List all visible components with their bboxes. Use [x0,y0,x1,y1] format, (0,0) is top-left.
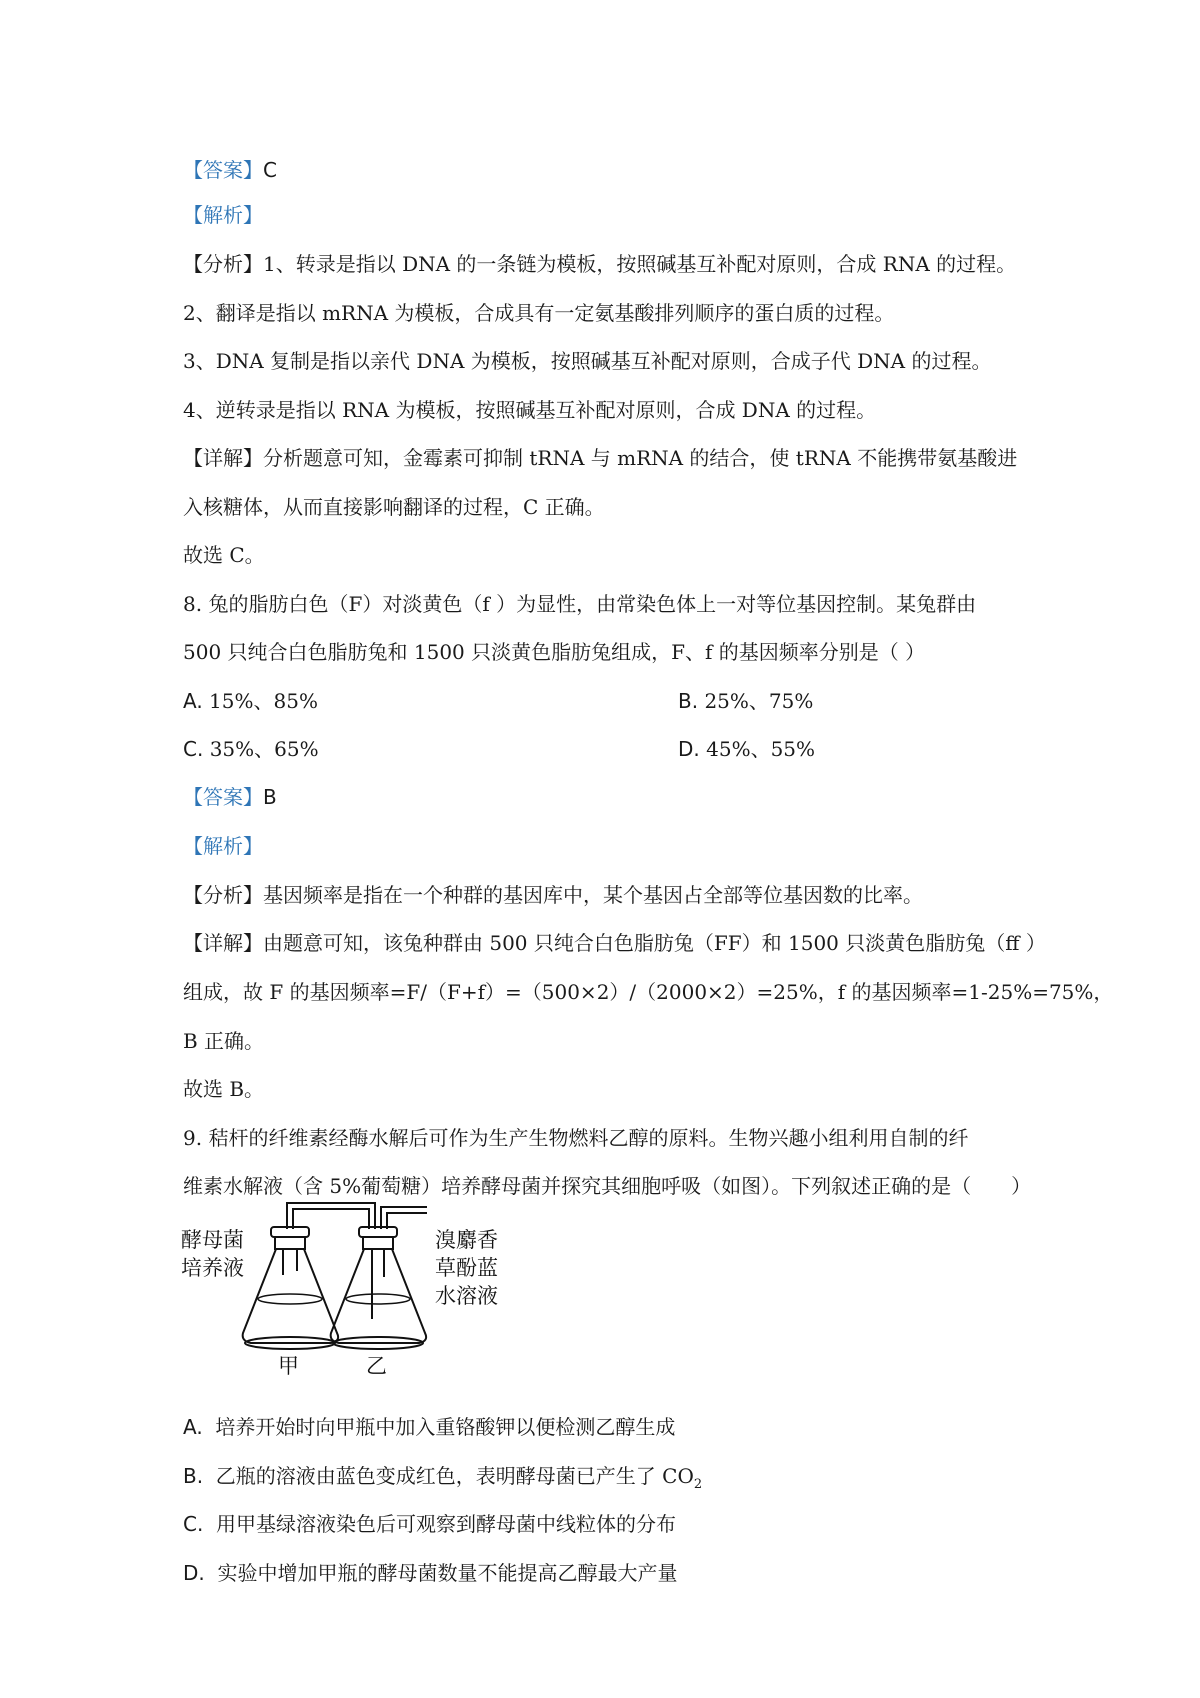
q8-conclusion: 故选 B。 [183,1077,265,1101]
q8-xiangjie-line-2: 组成，故 F 的基因频率=F/（F+f）=（500×2）/（2000×2）=25%，f 的基因频率=1-25%=75%， [183,980,1114,1004]
xiangjie-text-1: 由题意可知，该兔种群由 500 只纯合白色脂肪兔（FF）和 1500 只淡黄色脂肪兔（ff ） [263,931,1046,955]
fenxi-text: 基因频率是指在一个种群的基因库中，某个基因占全部等位基因数的比率。 [263,883,923,907]
flask-a [243,1227,338,1349]
q7-fenxi-line [183,250,1016,278]
connecting-tube [287,1203,375,1229]
label-yeast-culture-2: 培养液 [181,1256,244,1280]
q7-fenxi-line-2: 2、翻译是指以 mRNA 为模板，合成具有一定氨基酸排列顺序的蛋白质的过程。 [183,301,895,325]
jiexi-tag: 【解析】 [183,834,263,858]
q9-option-c: C. 用甲基绿溶液染色后可观察到酵母菌中线粒体的分布 [183,1512,677,1536]
fenxi-tag: 【分析】 [183,252,263,276]
xiangjie-text-1: 分析题意可知，金霉素可抑制 tRNA 与 mRNA 的结合，使 tRNA 不能携带氨基酸进 [263,446,1018,470]
q9-option-a: A. 培养开始时向甲瓶中加入重铬酸钾以便检测乙醇生成 [183,1415,676,1439]
answer-tag: 【答案】 [183,158,263,182]
label-flask-a: 甲 [278,1354,299,1378]
co2-subscript: 2 [693,1477,703,1492]
q8-option-a: A. 15%、85% [183,689,318,713]
label-yeast-culture-1: 酵母菌 [181,1228,244,1252]
fenxi-text-1: 1、转录是指以 DNA 的一条链为模板，按照碱基互补配对原则，合成 RNA 的过程。 [263,252,1017,276]
xiangjie-tag: 【详解】 [183,931,263,955]
label-bromothymol-2: 草酚蓝 [435,1256,498,1280]
label-bromothymol-3: 水溶液 [435,1284,498,1308]
label-bromothymol-1: 溴麝香 [435,1228,498,1252]
flask-b [331,1227,426,1349]
label-flask-b: 乙 [366,1354,387,1378]
q9-stem-2: 维素水解液（含 5%葡萄糖）培养酵母菌并探究其细胞呼吸（如图）。下列叙述正确的是（ ） [183,1174,1032,1198]
q8-answer-line [183,783,277,811]
fenxi-tag: 【分析】 [183,883,263,907]
q8-option-c: C. 35%、65% [183,737,319,761]
q8-option-b: B. 25%、75% [678,689,814,713]
q8-fenxi-line [183,881,923,909]
q8-jiexi-line [183,832,263,860]
jiexi-tag: 【解析】 [183,203,263,227]
q7-jiexi-line [183,201,263,229]
answer-value: C [263,158,277,182]
q7-answer-line [183,156,277,184]
q7-conclusion: 故选 C。 [183,543,265,567]
q7-fenxi-line-3: 3、DNA 复制是指以亲代 DNA 为模板，按照碱基互补配对原则，合成子代 DNA 的过程。 [183,349,992,373]
answer-value: B [263,785,277,809]
q7-xiangjie-line-2: 入核糖体，从而直接影响翻译的过程，C 正确。 [183,495,605,519]
q9-option-d: D. 实验中增加甲瓶的酵母菌数量不能提高乙醇最大产量 [183,1561,678,1585]
q9-stem-1: 9. 秸杆的纤维素经酶水解后可作为生产生物燃料乙醇的原料。生物兴趣小组利用自制的纤 [183,1126,969,1150]
answer-tag: 【答案】 [183,785,263,809]
q8-stem-1: 8. 兔的脂肪白色（F）对淡黄色（f ）为显性，由常染色体上一对等位基因控制。某兔群由 [183,592,977,616]
q8-option-d: D. 45%、55% [678,737,816,761]
q8-xiangjie-line [183,929,1046,957]
q8-xiangjie-line-3: B 正确。 [183,1029,265,1053]
q9-option-b: B. 乙瓶的溶液由蓝色变成红色，表明酵母菌已产生了 $CO_2$ [183,1464,703,1492]
q8-stem-2: 500 只纯合白色脂肪兔和 1500 只淡黄色脂肪兔组成，F、f 的基因频率分别是（ ） [183,640,926,664]
xiangjie-tag: 【详解】 [183,446,263,470]
q7-xiangjie-line [183,444,1017,472]
experiment-figure [183,1195,513,1385]
q7-fenxi-line-4: 4、逆转录是指以 RNA 为模板，按照碱基互补配对原则，合成 DNA 的过程。 [183,398,877,422]
